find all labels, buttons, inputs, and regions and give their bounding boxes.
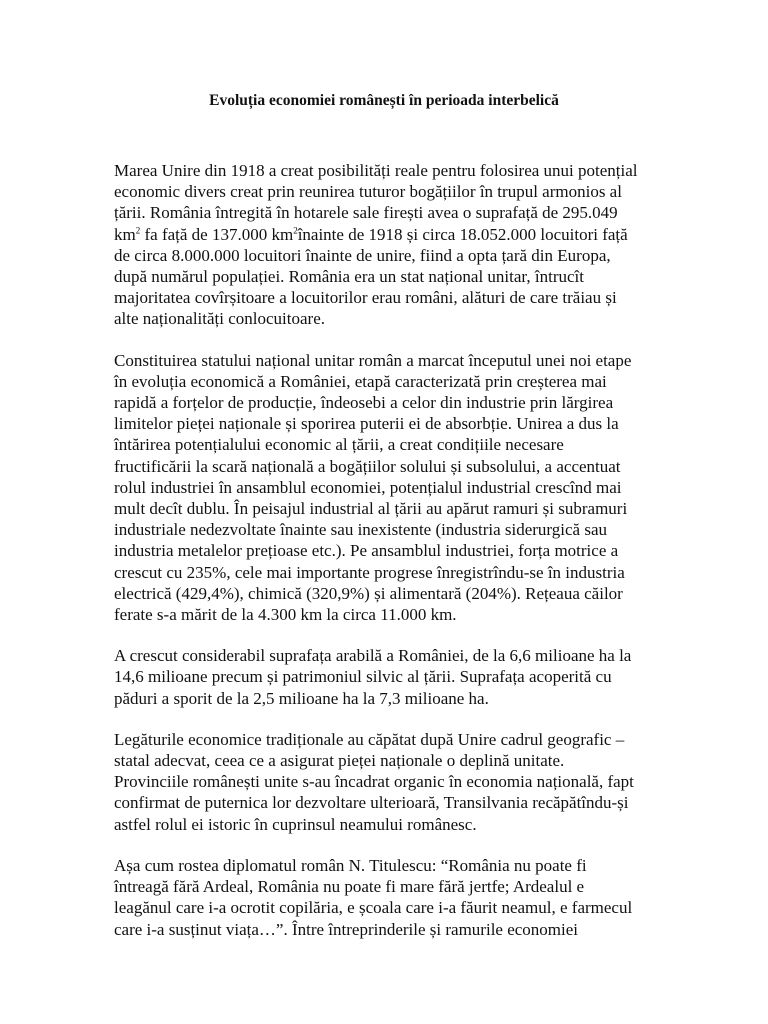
paragraph-1-text-a: Marea Unire din 1918 a creat posibilități reale pentru folosirea unui potențial economic divers creat prin reunirea tuturor bogățiilor în trupul armonios al țării. România întregită în hotarele sale firești avea o suprafață de 295.049 km [114,161,638,244]
paragraph-3: A crescut considerabil suprafața arabilă a României, de la 6,6 milioane ha la 14,6 milioane precum și patrimoniul silvic al țării. Suprafața acoperită cu păduri a sporit de la 2,5 milioane ha la 7,3 milioane ha. [114,646,632,708]
paragraph-2: Constituirea statului național unitar român a marcat începutul unei noi etape în evoluția economică a României, etapă caracterizată prin creșterea mai rapidă a forțelor de producție, îndeosebi a celor din industrie prin lărgirea limitelor pieței naționale și sporirea puterii ei de absorbție. Unirea a dus la întărirea potențialului economic al țării, a creat condițiile necesare fructificării la scară națională a bogățiilor solului și subsolului, a accentuat rolul industriei în ansamblul economiei, potențialul industrial crescînd mai mult decît dublu. În peisajul industrial al țării au apărut ramuri și subramuri industriale nedezvoltate înainte sau inexistente (industria siderurgică sau industria metalelor prețioase etc.). Pe ansamblul industriei, forța motrice a crescut cu 235%, cele mai importante progrese înregistrîndu-se în industria electrică (429,4%), chimică (320,9%) și alimentară (204%). Rețeaua căilor ferate s-a mărit de la 4.300 km la circa 11.000 km. [114,350,632,625]
document-body [114,160,674,960]
document-title: Evoluția economiei românești în perioada interbelică [209,92,559,109]
paragraph-1-text-c: înainte de 1918 și circa 18.052.000 locuitori față de circa 8.000.000 locuitori înainte de unire, fiind a opta țară din Europa, după numărul populației. România era un stat național unitar, întrucît majoritatea covîrșitoare a locuitorilor erau români, alături de care trăiau și alte naționalități conlocuitoare. [114,224,628,329]
paragraph-4: Legăturile economice tradiționale au căpătat după Unire cadrul geografic – statal adecvat, ceea ce a asigurat pieței naționale o deplină unitate. Provinciile românești unite s-au încadrat organic în economia națională, fapt confirmat de puternica lor dezvoltare ulterioară, Transilvania recăpătîndu-și astfel rolul ei istoric în cuprinsul neamului românesc. [114,729,634,834]
superscript-square-2: 2 [293,224,298,235]
superscript-square-1: 2 [135,224,141,235]
paragraph-1 [114,160,674,330]
paragraph-5: Așa cum rostea diplomatul român N. Titulescu: “România nu poate fi întreagă fără Ardeal, România nu poate fi mare fără jertfe; Ardealul e leagănul care i-a ocrotit copilăria, e școala care i-a făurit neamul, e farmecul care i-a susținut viața…”. Între întreprinderile și ramurile economiei [114,855,633,939]
paragraph-1-text-b: fa față de 137.000 km [140,224,294,244]
